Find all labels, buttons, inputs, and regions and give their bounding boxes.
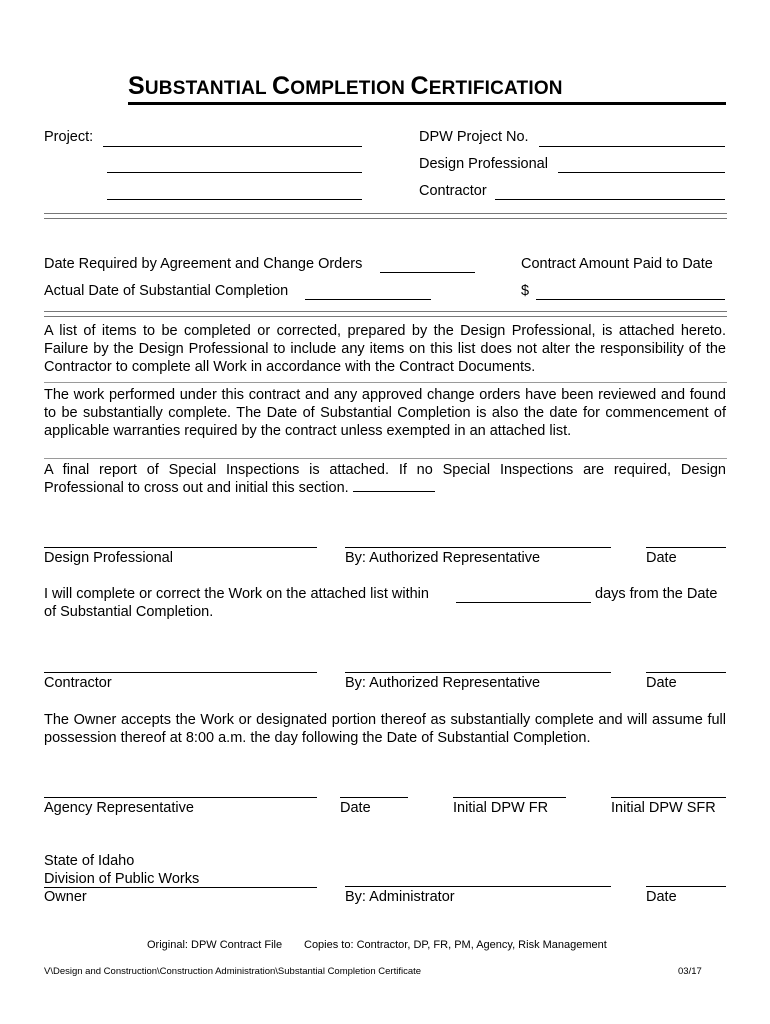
- footer-copies: Copies to: Contractor, DP, FR, PM, Agency, Risk Management: [304, 939, 607, 951]
- contract-amount-label: Contract Amount Paid to Date: [521, 256, 713, 272]
- initial-dpw-fr-label: Initial DPW FR: [453, 800, 549, 816]
- administrator-signature-line[interactable]: [345, 886, 611, 887]
- dp-representative-signature-line[interactable]: [345, 547, 611, 548]
- contractor-representative-signature-line[interactable]: [345, 672, 611, 673]
- work-performed-paragraph: The work performed under this contract and any approved change orders have been reviewed and found to be substantially complete. The Date of Substantial Completion is also the date for commencement of applicable warranties required by the contract unless exempted in an attached list.: [44, 387, 726, 439]
- initial-sfr-line[interactable]: [611, 797, 726, 798]
- section-divider-2: [44, 311, 727, 317]
- dp-date-label: Date: [646, 550, 677, 566]
- actual-date-field[interactable]: [305, 299, 431, 300]
- paragraph-divider-1: [44, 382, 727, 383]
- agency-representative-label: Agency Representative: [44, 800, 194, 816]
- state-of-idaho: State of Idaho: [44, 853, 135, 869]
- final-report-paragraph: A final report of Special Inspections is attached. If no Special Inspections are required, Design Professional to cross out and initial this section.: [44, 462, 726, 496]
- division-of-public-works: Division of Public Works: [44, 871, 317, 888]
- days-field[interactable]: [456, 602, 591, 603]
- contractor-statement-a: I will complete or correct the Work on the attached list within: [44, 586, 429, 602]
- owner-label: Owner: [44, 889, 87, 905]
- agency-date-line[interactable]: [340, 797, 408, 798]
- owner-date-line[interactable]: [646, 886, 726, 887]
- contractor-date-label: Date: [646, 675, 677, 691]
- by-administrator-label: By: Administrator: [345, 889, 455, 905]
- date-required-label: Date Required by Agreement and Change Orders: [44, 256, 363, 272]
- contractor-signature-line[interactable]: [44, 672, 317, 673]
- paragraph-divider-2: [44, 458, 727, 459]
- contractor-label: Contractor: [419, 183, 487, 199]
- contractor-statement-b: days from the Date: [595, 586, 718, 602]
- dp-date-line[interactable]: [646, 547, 726, 548]
- date-required-field[interactable]: [380, 272, 475, 273]
- project-field-line-3[interactable]: [107, 199, 362, 200]
- initial-field[interactable]: [353, 479, 435, 492]
- owner-date-label: Date: [646, 889, 677, 905]
- page-title: SUBSTANTIAL COMPLETION CERTIFICATION: [128, 72, 563, 100]
- dp-authorized-representative-label: By: Authorized Representative: [345, 550, 541, 566]
- contractor-signature-label: Contractor: [44, 675, 112, 691]
- project-label: Project:: [44, 129, 94, 145]
- contractor-date-line[interactable]: [646, 672, 726, 673]
- contract-amount-field[interactable]: [536, 299, 725, 300]
- contractor-authorized-representative-label: By: Authorized Representative: [345, 675, 541, 691]
- design-professional-signature-line[interactable]: [44, 547, 317, 548]
- owner-accepts-paragraph: The Owner accepts the Work or designated portion thereof as substantially complete and will assume full possession thereof at 8:00 a.m. the day following the Date of Substantial Completion.: [44, 712, 726, 746]
- initial-dpw-sfr-label: Initial DPW SFR: [611, 800, 716, 816]
- dpw-project-no-label: DPW Project No.: [419, 129, 529, 145]
- actual-date-label: Actual Date of Substantial Completion: [44, 283, 289, 299]
- project-field-line-2[interactable]: [107, 172, 362, 173]
- contractor-statement-c: of Substantial Completion.: [44, 604, 214, 620]
- contractor-field[interactable]: [495, 199, 725, 200]
- list-items-paragraph: A list of items to be completed or corrected, prepared by the Design Professional, is attached hereto. Failure by the Design Professional to include any items on this list does not alter the responsibility of the Contractor to complete all Work in accordance with the Contract Documents.: [44, 323, 726, 375]
- project-field-line-1[interactable]: [103, 146, 362, 147]
- agency-date-label: Date: [340, 800, 371, 816]
- design-professional-field[interactable]: [558, 172, 725, 173]
- dpw-project-no-field[interactable]: [539, 146, 725, 147]
- design-professional-signature-label: Design Professional: [44, 550, 173, 566]
- section-divider: [44, 213, 727, 219]
- design-professional-label: Design Professional: [419, 156, 548, 172]
- agency-signature-line[interactable]: [44, 797, 317, 798]
- footer-path: V\Design and Construction\Construction Administration\Substantial Completion Certificate: [44, 966, 422, 977]
- title-rule: [128, 102, 726, 105]
- footer-original: Original: DPW Contract File: [147, 939, 283, 951]
- dollar-sign: $: [521, 283, 530, 299]
- initial-fr-line[interactable]: [453, 797, 566, 798]
- footer-revision: 03/17: [678, 966, 702, 977]
